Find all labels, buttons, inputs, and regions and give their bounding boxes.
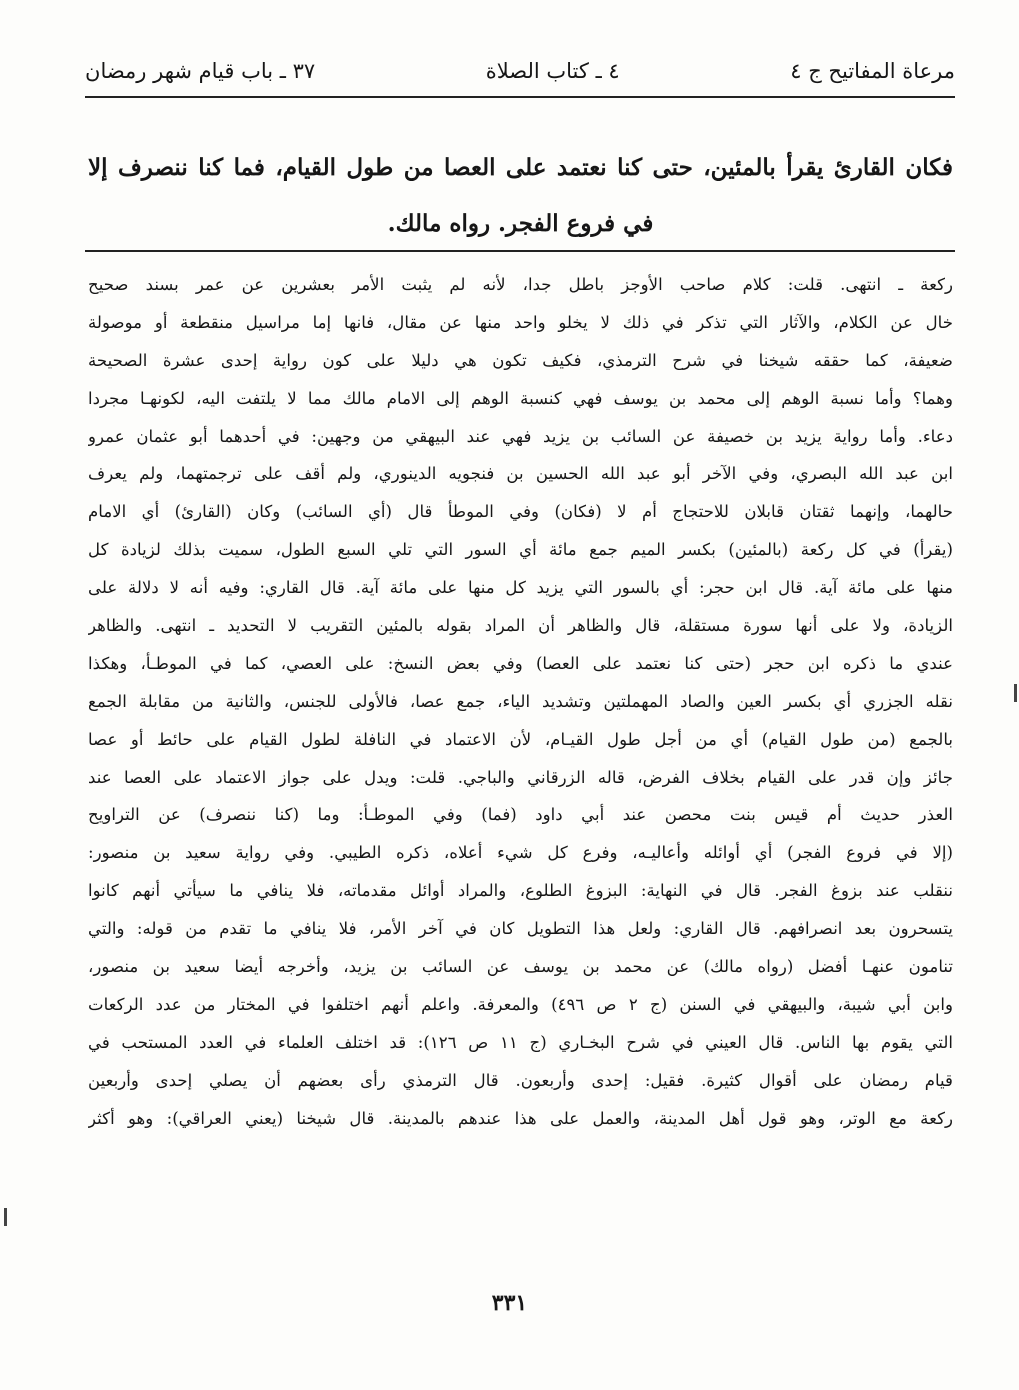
commentary-line: ابن عبد الله البصري، وفي الآخر أبو عبد الله الحسين بن فنجويه الدينوري، ولم أقف على ترجمتهما، ولم يعرف xyxy=(88,464,953,484)
header-book-title: مرعاة المفاتيح ج ٤ xyxy=(790,59,955,83)
header-section-title: ٣٧ ـ باب قيام شهر رمضان xyxy=(85,59,316,83)
page-number: ٣٣١ xyxy=(491,1290,528,1316)
commentary-line: وابن أبي شيبة، والبيهقي في السنن (ج ٢ ص ٤٩٦) والمعرفة. واعلم أنهم اختلفوا في المختار من عدد الركعات xyxy=(88,994,953,1014)
section-divider xyxy=(85,250,955,252)
commentary-line: وهما؟ وأما نسبة الوهم إلى محمد بن يوسف فهي كنسبة الوهم إلى الامام مالك مما لا يلتفت اليه، لكونهـا مجردا xyxy=(88,388,953,408)
commentary-line: ضعيفة، كما حققه شيخنا في شرح الترمذي، فكيف تكون هي دليلا على كون رواية إحدى عشرة الصحيحة xyxy=(88,350,953,370)
header-chapter-title: ٤ ـ كتاب الصلاة xyxy=(485,59,620,83)
commentary-line: ننقلب عند بزوغ الفجر. قال في النهاية: البزوغ الطلوع، والمراد أوائل مقدماته، فلا ينافي ما سيأتي أنهم كانوا xyxy=(88,881,953,901)
commentary-block xyxy=(88,266,953,1137)
hadith-text-block xyxy=(88,140,953,252)
commentary-line: بالجمع (من طول القيام) أي من أجل طول القيـام، لأن الاعتماد في النافلة لطول القيام على حائط أو عصا xyxy=(88,729,953,749)
commentary-line: التي يقوم بها الناس. قال العيني في شرح البخـاري (ج ١١ ص ١٢٦): قد اختلف العلماء في العدد المستحب في xyxy=(88,1032,953,1052)
commentary-line: يتسحرون بعد انصرافهم. قال القاري: ولعل هذا التطويل كان في آخر الأمر، فلا ينافي ما تقدم من قوله: والتي xyxy=(88,919,953,939)
commentary-line: حالهما، وإنهما ثقتان قابلان للاحتجاج أم لا (فكان) وفي الموطأ قال (أي السائب) وكان (القارئ) أي الامام xyxy=(88,502,953,522)
commentary-line: (إلا في فروع الفجر) أي أوائله وأعاليـه، وفرع كل شيء أعلاه، ذكره الطيبي. وفي رواية سعيد بن منصور: xyxy=(88,843,953,863)
header-divider xyxy=(85,96,955,98)
commentary-line: الزيادة، ولا على أنها سورة مستقلة، قال والظاهر أن المراد بقوله بالمئين التقريب لا التحديد ـ انتهى. والظاهر xyxy=(88,616,953,636)
hadith-text: فكان القارئ يقرأ بالمئين، حتى كنا نعتمد على العصا من طول القيام، فما كنا ننصرف إلا في فروع الفجر. رواه مالك. xyxy=(88,154,953,237)
commentary-line: منها على مائة آية. قال ابن حجر: أي بالسور التي يزيد كل منها على مائة آية. قال القاري: وفيه أنه لا دلالة على xyxy=(88,578,953,598)
commentary-line: خال عن الكلام، والآثار التي تذكر في ذلك لا يخلو واحد منها عن مقال، فانها إما مراسيل منقطعة أو موصولة xyxy=(88,312,953,332)
commentary-line: قيام رمضان على أقوال كثيرة. فقيل: إحدى وأربعون. قال الترمذي رأى بعضهم أن يصلي إحدى وأربعين xyxy=(88,1070,953,1090)
running-header xyxy=(85,50,955,92)
commentary-line: تنامون عنهـا أفضل (رواه مالك) عن محمد بن يوسف عن السائب بن يزيد، وأخرجه أيضا سعيد بن منصور، xyxy=(88,957,953,977)
scan-margin-mark xyxy=(4,1208,7,1226)
commentary-line: العذر حديث أم قيس بنت محصن عند أبي داود (فما) وفي الموطـأ: وما (كنا ننصرف) عن التراويح xyxy=(88,805,953,825)
commentary-line: دعاء. وأما رواية يزيد بن خصيفة عن السائب بن يزيد فهي عند البيهقي من وجهين: في أحدهما أبو عثمان عمرو xyxy=(88,426,953,446)
commentary-line: ركعة مع الوتر، وهو قول أهل المدينة، والعمل على هذا عندهم بالمدينة. قال شيخنا (يعني العراقي): وهو أكثر xyxy=(88,1108,953,1128)
commentary-line: نقله الجزري أي بكسر العين والصاد المهملتين وتشديد الياء، جمع عصا، فالأولى للجنس، والثانية من مقابلة الجمع xyxy=(88,691,953,711)
commentary-line: ركعة ـ انتهى. قلت: كلام صاحب الأوجز باطل جدا، لأنه لم يثبت الأمر بعشرين عن عمر بسند صحيح xyxy=(88,275,953,294)
commentary-line: (يقرأ) في كل ركعة (بالمئين) بكسر الميم جمع مائة أي السور التي تلي السبع الطول، سميت بذلك لزيادة كل xyxy=(88,540,953,560)
scan-margin-mark xyxy=(1014,684,1017,702)
commentary-line: جائز وإن قدر على القيام بخلاف الفرض، قاله الزرقاني والباجي. قلت: ويدل على جواز الاعتماد على العصا عند xyxy=(88,767,953,787)
commentary-line: عندي ما ذكره ابن حجر (حتى كنا نعتمد على العصا) وفي بعض النسخ: على العصي، كما في الموطـأ، وهكذا xyxy=(88,653,953,673)
